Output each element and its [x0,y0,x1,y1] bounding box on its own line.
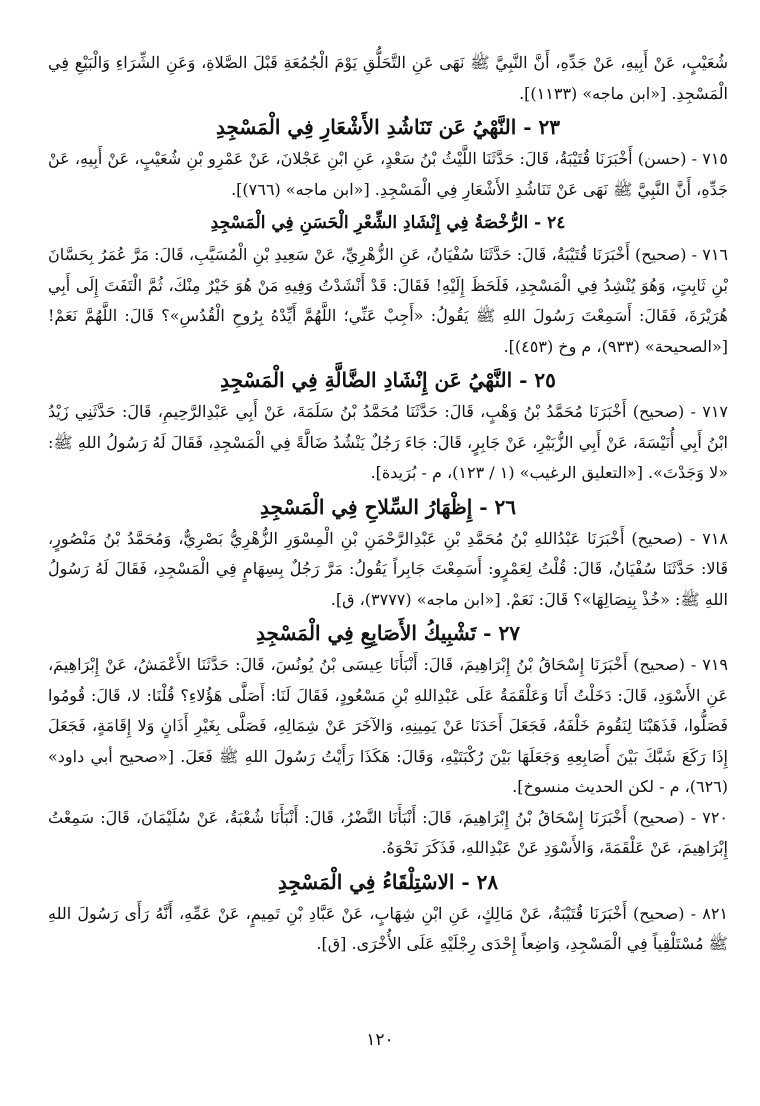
hadith-716: ٧١٦ - (صحيح) أَخْبَرَنَا قُتَيْبَةُ، قَالَ: حَدَّثَنَا سُفْيَانُ، عَنِ الزُّهْرِيِّ، عَنْ سَعِيدِ بْنِ الْمُسَيَّبِ، قَالَ: مَرَّ عُمَرُ بِحَسَّانَ بْنِ ثَابِتٍ، وَهُوَ يُنْشِدُ فِي الْمَسْجِدِ، فَلَحَظَ إِلَيْهِ! فَقَالَ: قَدْ أَنْشَدْتُ وَفِيهِ مَنْ هُوَ خَيْرٌ مِنْكَ، ثُمَّ الْتَفَتَ إِلَى أَبِي هُرَيْرَةَ، فَقَالَ: أَسَمِعْتَ رَسُولَ اللهِ ﷺ يَقُولُ: «أَجِبْ عَنِّي؛ اللَّهُمَّ أَيِّدْهُ بِرُوحِ الْقُدُسِ»؟ قَالَ: اللَّهُمَّ نَعَمْ! [«الصحيحة» (٩٣٣)، م وخ (٤٥٣)]. [48,245,728,356]
section-heading-23: ٢٣ - النَّهْيُ عَن تَنَاشُدِ الأَشْعَارِ فِي الْمَسْجِدِ [215,115,561,139]
document-page [48,48,728,1058]
page-number: ١٢٠ [366,1030,394,1050]
hadith-719: ٧١٩ - (صحيح) أَخْبَرَنَا إِسْحَاقُ بْنُ إِبْرَاهِيمَ، قَالَ: أَنْبَأَنَا عِيسَى بْنُ يُونُسَ، قَالَ: حَدَّثَنَا الأَعْمَشُ، عَنْ إِبْرَاهِيمَ، عَنِ الأَسْوَدِ، قَالَ: دَخَلْتُ أَنَا وَعَلْقَمَةُ عَلَى عَبْدِاللهِ بْنِ مَسْعُودٍ، فَقَالَ لَنَا: أَصَلَّى هَؤُلاءِ؟ قُلْنَا: لا، قَالَ: قُومُوا فَصَلُّوا، فَذَهَبْنَا لِنَقُومَ خَلْفَهُ، فَجَعَلَ أَحَدَنَا عَنْ يَمِينِهِ، وَالآخَرَ عَنْ شِمَالِهِ، فَصَلَّى بِغَيْرِ أَذَانٍ وَلا إِقَامَةٍ، فَجَعَلَ إِذَا رَكَعَ شَبَّكَ بَيْنَ أَصَابِعِهِ وَجَعَلَهَا بَيْنَ رُكْبَتَيْهِ، وَقَالَ: هَكَذَا رَأَيْتُ رَسُولَ اللهِ ﷺ فَعَلَ. [«صحيح أبي داود» (٦٢٦)، م - لكن الحديث منسوخ]. [48,655,729,796]
section-heading-27: ٢٧ - تَشْبِيكُ الأَصَابِعِ فِي الْمَسْجِدِ [256,621,520,645]
paragraph-continuation: شُعَيْبٍ، عَنْ أَبِيهِ، عَنْ جَدِّهِ، أَنَّ النَّبِيَّ ﷺ نَهَى عَنِ التَّحَلُّقِ يَوْمَ الْجُمُعَةِ قَبْلَ الصَّلاةِ، وَعَنِ الشِّرَاءِ وَالْبَيْعِ فِي الْمَسْجِدِ. [«ابن ماجه» (١١٣٣)]. [48,53,728,103]
hadith-715: ٧١٥ - (حسن) أَخْبَرَنَا قُتَيْبَةُ، قَالَ: حَدَّثَنَا اللَّيْثُ بْنُ سَعْدٍ، عَنِ ابْنِ عَجْلانَ، عَنْ عَمْرِو بْنِ شُعَيْبٍ، عَنْ أَبِيهِ، عَنْ جَدِّهِ، أَنَّ النَّبِيَّ ﷺ نَهَى عَنْ تَنَاشُدِ الأَشْعَارِ فِي الْمَسْجِدِ. [«ابن ماجه» (٧٦٦)]. [48,149,728,199]
section-heading-24: ٢٤ - الرُّخْصَةُ فِي إِنْشَادِ الشِّعْرِ الْحَسَنِ فِي الْمَسْجِدِ [210,213,566,233]
hadith-720: ٧٢٠ - (صحيح) أَخْبَرَنَا إِسْحَاقُ بْنُ إِبْرَاهِيمَ، قَالَ: أَنْبَأَنَا النَّضْرُ، قَالَ: أَنْبَأَنَا شُعْبَةُ، عَنْ سُلَيْمَانَ، قَالَ: سَمِعْتُ إِبْرَاهِيمَ، عَنْ عَلْقَمَةَ، وَالأَسْوَدِ عَنْ عَبْدِاللهِ، فَذَكَرَ نَحْوَهُ. [48,807,728,857]
hadith-718: ٧١٨ - (صحيح) أَخْبَرَنَا عَبْدُاللهِ بْنُ مُحَمَّدِ بْنِ عَبْدِالرَّحْمَنِ بْنِ الْمِسْوَرِ الزُّهْرِيُّ بَصْرِيٌّ، وَمُحَمَّدُ بْنُ مَنْصُورٍ، قَالا: حَدَّثَنَا سُفْيَانُ، قَالَ: قُلْتُ لِعَمْرٍو: أَسَمِعْتَ جَابِراً يَقُولُ: مَرَّ رَجُلٌ بِسِهَامٍ فِي الْمَسْجِدِ، فَقَالَ لَهُ رَسُولُ اللهِ ﷺ: «خُذْ بِنِصَالِهَا»؟ قَالَ: نَعَمْ. [«ابن ماجه» (٣٧٧٧)، ق]. [48,528,728,609]
hadith-717: ٧١٧ - (صحيح) أَخْبَرَنَا مُحَمَّدُ بْنُ وَهْبٍ، قَالَ: حَدَّثَنَا مُحَمَّدُ بْنُ سَلَمَةَ، عَنْ أَبِي عَبْدِالرَّحِيمِ، قَالَ: حَدَّثَنِي زَيْدُ ابْنُ أَبِي أُنَيْسَةَ، عَنْ أَبِي الزُّبَيْرِ، عَنْ جَابِرٍ، قَالَ: جَاءَ رَجُلٌ يَنْشُدُ ضَالَّةً فِي الْمَسْجِدِ، فَقَالَ لَهُ رَسُولُ اللهِ ﷺ: «لا وَجَدْتَ». [«التعليق الرغيب» (١ / ١٢٣)، م - بُرَيدة]. [48,402,728,482]
section-heading-25: ٢٥ - النَّهْيُ عَن إِنْشَادِ الضَّالَّةِ فِي الْمَسْجِدِ [220,368,556,392]
section-heading-28: ٢٨ - الاسْتِلْقَاءُ فِي الْمَسْجِدِ [277,869,499,894]
hadith-821: ٨٢١ - (صحيح) أَخْبَرَنَا قُتَيْبَةُ، عَنْ مَالِكٍ، عَنِ ابْنِ شِهَابٍ، عَنْ عَبَّادِ بْنِ تَمِيمٍ، عَنْ عَمِّهِ، أَنَّهُ رَأَى رَسُولَ اللهِ ﷺ مُسْتَلْقِياً فِي الْمَسْجِدِ، وَاضِعاً إِحْدَى رِجْلَيْهِ عَلَى الأُخْرَى. [ق]. [48,903,729,953]
section-heading-26: ٢٦ - إِظْهَارُ السِّلاحِ فِي الْمَسْجِدِ [259,494,517,519]
